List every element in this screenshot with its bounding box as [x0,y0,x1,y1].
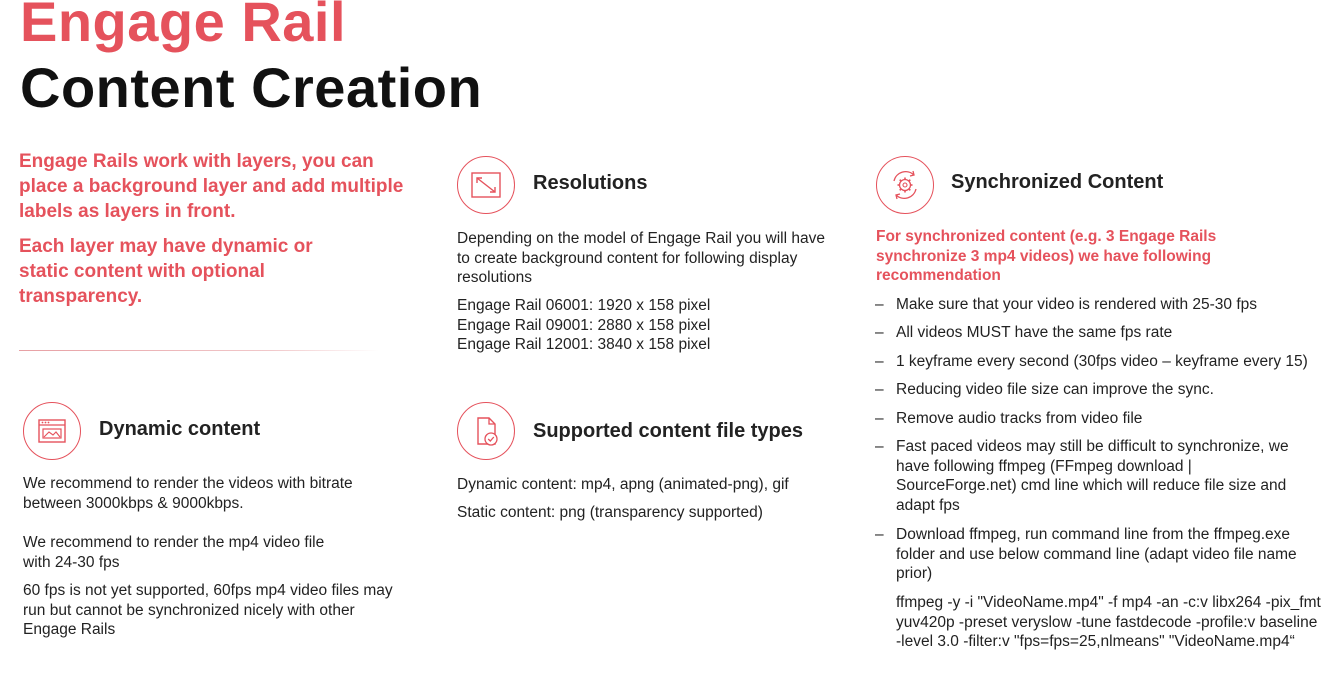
bullet-dash: – [875,324,884,341]
filetypes-dynamic-text: Dynamic content: mp4, apng (animated-png), gif [457,476,789,493]
bullet-dash: – [875,353,884,370]
list-item [875,380,1335,400]
filetypes-dynamic [457,475,847,495]
bullet-text: All videos MUST have the same fps rate [896,324,1173,341]
bullet-dash: – [875,438,884,455]
list-item [875,525,1335,585]
bullet-dash: – [875,296,884,313]
resolution-item: Engage Rail 12001: 3840 x 158 pixel [457,336,711,353]
document-check-icon [457,402,515,460]
filetypes-static [457,503,847,523]
bullet-text: Fast paced videos may still be difficult to synchronize, we have following ffmpeg (FFmpeg download | SourceForge.net) cmd line which will reduce file size and adapt fps [896,438,1289,514]
bullet-dash: – [875,381,884,398]
gear-sync-icon [876,156,934,214]
bullet-text: Reducing video file size can improve the sync. [896,381,1214,398]
resolution-item: Engage Rail 09001: 2880 x 158 pixel [457,316,711,334]
list-item [875,295,1335,315]
list-item [875,352,1335,372]
divider [19,350,379,351]
ffmpeg-command: ffmpeg -y -i "VideoName.mp4" -f mp4 -an -c:v libx264 -pix_fmt yuv420p -preset veryslow -tune fastdecode -profile:v baseline -level 3.0 -filter:v "fps=fps=25,nlmeans" "VideoName.mp4“ [896,594,1321,650]
bullet-text: Download ffmpeg, run command line from the ffmpeg.exe folder and use below command line (adapt video file name prior) [896,526,1297,582]
filetypes-static-text: Static content: png (transparency supported) [457,504,763,521]
resolution-list [457,296,837,355]
filetypes-heading: Supported content file types [533,420,804,442]
bullet-dash: – [875,410,884,427]
intro-paragraph-1: Engage Rails work with layers, you can place a background layer and add multiple labels as layers in front. [19,151,404,222]
resolutions-heading: Resolutions [533,172,648,194]
bullet-text: Make sure that your video is rendered with 25-30 fps [896,296,1257,313]
dynamic-paragraph-1: We recommend to render the videos with bitrate between 3000kbps & 9000kbps. [23,475,353,512]
intro-paragraph-2: Each layer may have dynamic or static content with optional transparency. [19,236,313,307]
resolution-item: Engage Rail 06001: 1920 x 158 pixel [457,297,711,314]
dynamic-heading: Dynamic content [99,418,261,440]
dynamic-paragraph-2: We recommend to render the mp4 video file with 24-30 fps [23,534,325,571]
sync-intro: For synchronized content (e.g. 3 Engage Rails synchronize 3 mp4 videos) we have following recommendation [876,228,1217,284]
title-line-2: Content Creation [20,56,483,119]
bullet-text: 1 keyframe every second (30fps video – keyframe every 15) [896,353,1308,370]
sync-heading: Synchronized Content [951,171,1164,193]
title-line-1: Engage Rail [20,0,347,53]
resolutions-description: Depending on the model of Engage Rail you will have to create background content for following display resolutions [457,230,825,286]
resize-diagonal-icon [457,156,515,214]
bullet-text: Remove audio tracks from video file [896,410,1143,427]
list-item [875,409,1335,429]
dynamic-paragraph-3: 60 fps is not yet supported, 60fps mp4 video files may run but cannot be synchronized nicely with other Engage Rails [23,582,393,638]
browser-window-icon [23,402,81,460]
bullet-dash: – [875,526,884,543]
list-item [875,323,1335,343]
list-item [875,437,1335,517]
